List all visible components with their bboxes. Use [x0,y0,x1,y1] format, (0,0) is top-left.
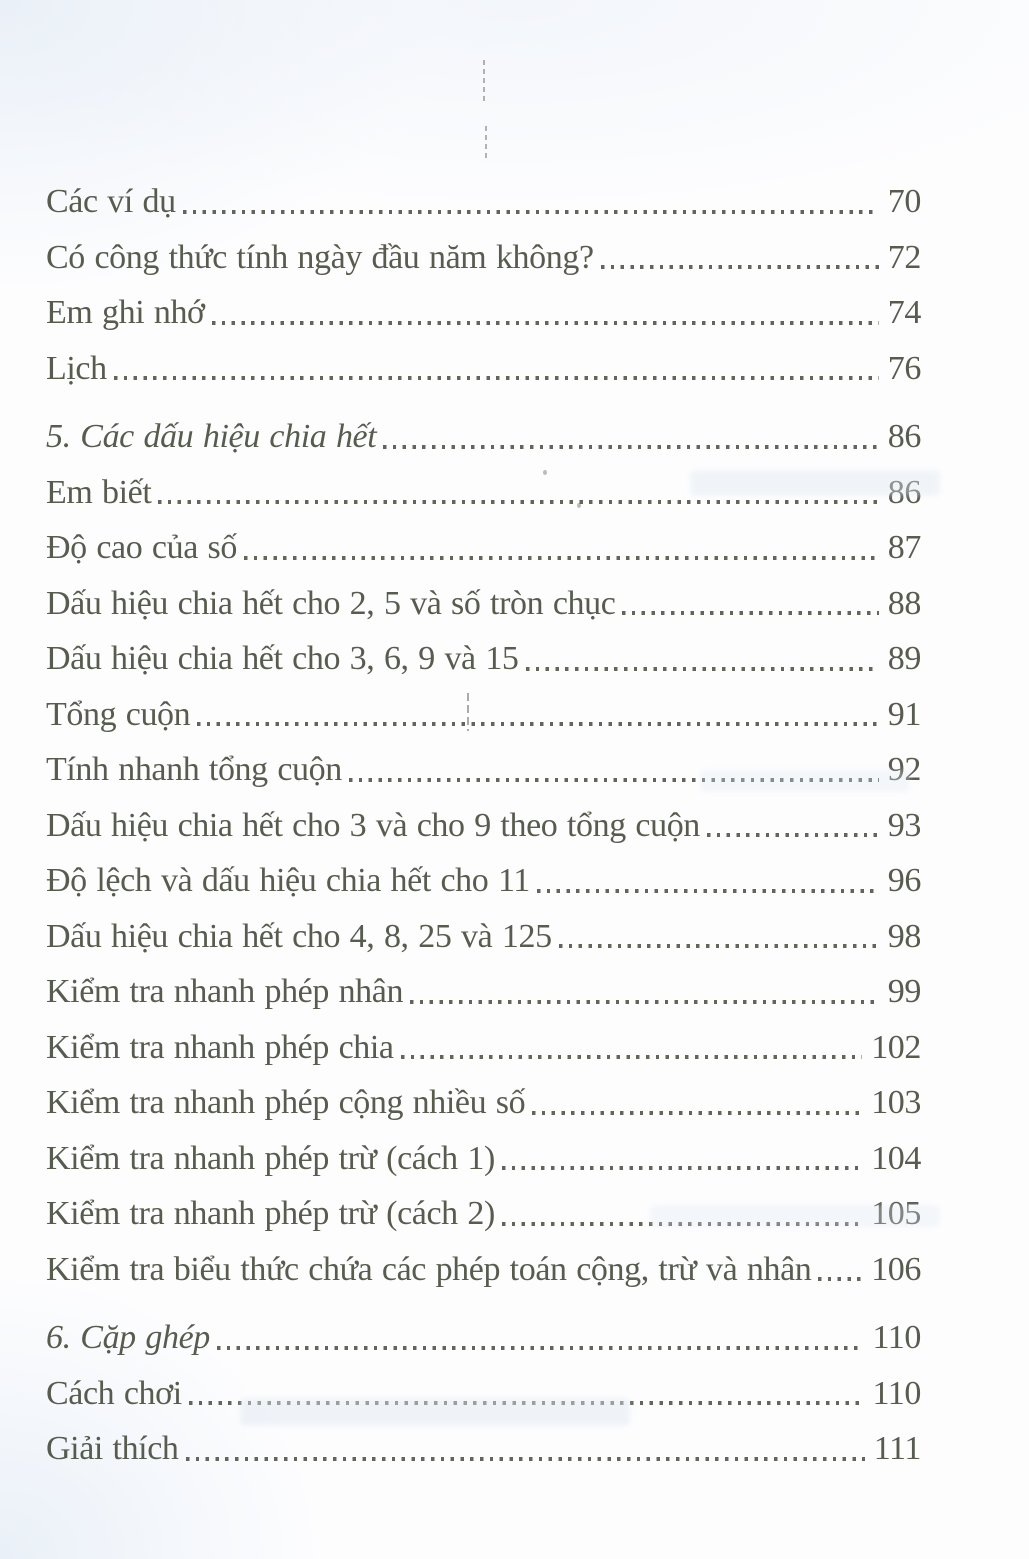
toc-entry-title: Có công thức tính ngày đầu năm không? [46,238,594,276]
toc-entry-page-number: 74 [887,294,921,331]
toc-entry [46,174,921,230]
toc-entry [46,409,921,465]
toc-entry-title: Giải thích [46,1430,179,1467]
toc-entry-page-number: 72 [887,238,921,276]
toc-entry-title: Tính nhanh tổng cuộn [46,751,342,788]
toc-entry-page-number: 87 [887,529,921,566]
dot-leader [410,1000,879,1004]
toc-entry [46,1131,921,1187]
scan-artifact [483,60,485,102]
toc-entry [46,687,921,743]
toc-entry-page-number: 99 [887,973,921,1010]
dot-leader [601,265,879,269]
dot-leader [401,1055,863,1059]
toc-entry-title: Kiểm tra biểu thức chứa các phép toán cộng, trừ và nhân [46,1250,812,1288]
toc-entry-page-number: 103 [871,1084,921,1121]
toc-entry-title: Dấu hiệu chia hết cho 3, 6, 9 và 15 [46,640,519,677]
dot-leader [383,445,879,449]
dot-leader [526,667,879,671]
toc-entry-page-number: 70 [887,183,921,220]
toc-entry [46,909,921,965]
toc-entry-title: Em biết [46,473,152,511]
toc-entry-page-number: 86 [887,473,921,511]
toc-entry [46,520,921,576]
dot-leader [244,556,879,560]
toc-entry [46,1421,921,1477]
dot-leader [212,321,879,325]
toc-entry [46,1366,921,1422]
dot-leader [537,889,879,893]
toc-entry-page-number: 86 [887,418,921,455]
toc-entry-page-number: 91 [887,695,921,733]
dot-leader [217,1346,864,1350]
toc-entry [46,1310,921,1366]
toc-entry-page-number: 88 [887,584,921,622]
dot-leader [707,833,879,837]
toc-entry-page-number: 105 [871,1195,921,1232]
dot-leader [559,944,879,948]
toc-entry-title: 5. Các dấu hiệu chia hết [46,418,377,455]
dot-leader [189,1401,864,1405]
toc-entry-title: Cách chơi [46,1374,182,1412]
toc-entry-page-number: 102 [871,1028,921,1066]
toc-entry [46,798,921,854]
toc-entry-title: Dấu hiệu chia hết cho 4, 8, 25 và 125 [46,917,552,955]
toc-entry-title: Kiểm tra nhanh phép trừ (cách 2) [46,1195,495,1232]
toc-entry-title: Độ lệch và dấu hiệu chia hết cho 11 [46,862,530,899]
dot-leader [114,376,879,380]
toc-entry [46,631,921,687]
dot-leader [502,1166,862,1170]
dot-leader [197,722,879,726]
toc-entry [46,576,921,632]
toc-entry-title: Dấu hiệu chia hết cho 2, 5 và số tròn chục [46,584,616,622]
toc-entry [46,465,921,521]
toc-entry-page-number: 111 [873,1430,921,1467]
toc-entry [46,964,921,1020]
toc-entry [46,341,921,397]
toc-entry-title: 6. Cặp ghép [46,1319,210,1356]
toc-entry-page-number: 93 [887,806,921,844]
dot-leader [186,1457,865,1461]
toc-entry-title: Kiểm tra nhanh phép trừ (cách 1) [46,1139,495,1177]
toc-entry-title: Các ví dụ [46,183,176,220]
toc-entry-page-number: 89 [887,640,921,677]
toc-entry-page-number: 96 [887,862,921,899]
dot-leader [183,210,879,214]
toc-entry [46,1020,921,1076]
toc-entry-title: Lịch [46,349,107,387]
toc-entry-page-number: 110 [872,1374,921,1412]
dot-leader [622,611,878,615]
toc-entry [46,1242,921,1298]
toc-entry-title: Em ghi nhớ [46,294,205,331]
toc-entry-page-number: 92 [887,751,921,788]
toc-entry-title: Dấu hiệu chia hết cho 3 và cho 9 theo tổng cuộn [46,806,700,844]
toc-entry-title: Kiểm tra nhanh phép cộng nhiều số [46,1084,526,1121]
toc-entry-title: Độ cao của số [46,529,237,566]
dot-leader [349,778,879,782]
toc-entry-title: Kiểm tra nhanh phép chia [46,1028,394,1066]
toc-entry-page-number: 76 [887,349,921,387]
dot-leader [818,1277,862,1281]
toc-entry [46,230,921,286]
toc-entry-title: Tổng cuộn [46,695,191,733]
toc-entry [46,742,921,798]
toc-entry [46,1186,921,1242]
dot-leader [158,500,878,504]
toc-entry-page-number: 106 [871,1250,921,1288]
toc-entry-title: Kiểm tra nhanh phép nhân [46,973,404,1010]
scan-artifact [485,126,487,162]
dot-leader [532,1111,862,1115]
toc-entry [46,853,921,909]
toc-entry [46,1075,921,1131]
table-of-contents [46,174,921,1477]
dot-leader [502,1222,862,1226]
toc-entry-page-number: 104 [871,1139,921,1177]
toc-entry-page-number: 110 [872,1319,921,1356]
toc-entry-page-number: 98 [887,917,921,955]
toc-entry [46,285,921,341]
